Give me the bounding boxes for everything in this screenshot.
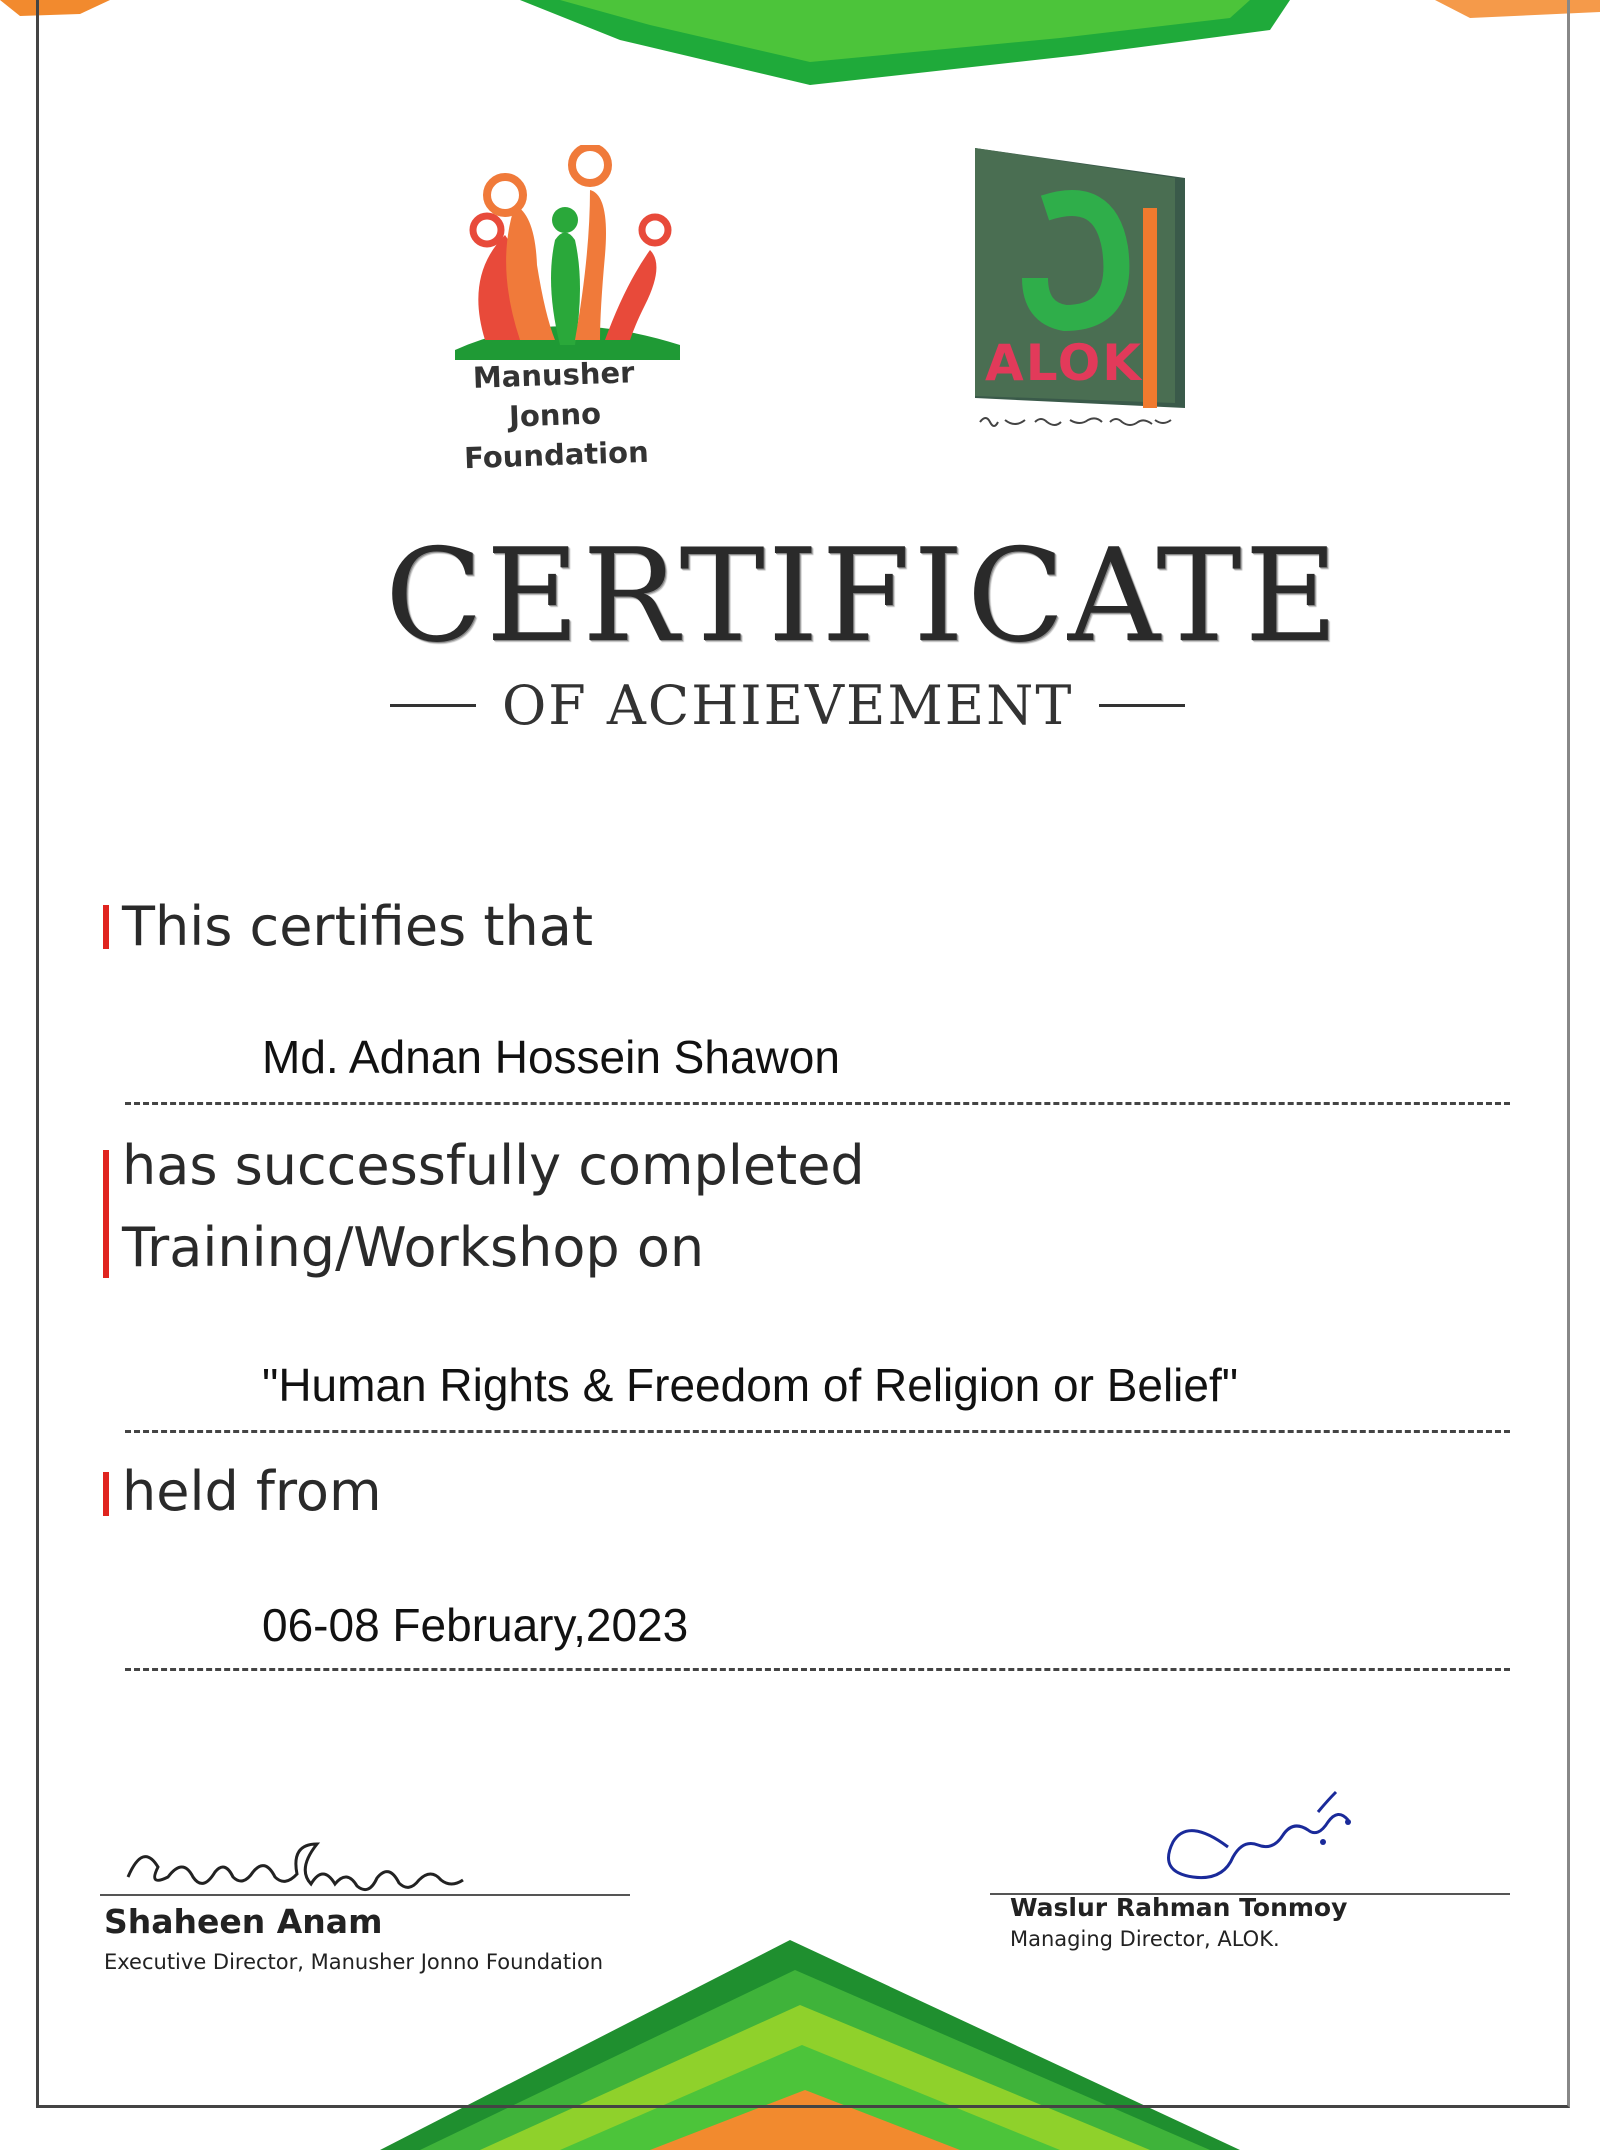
- recipient-name: Md. Adnan Hossein Shawon: [262, 1031, 840, 1083]
- right-signatory-name: Waslur Rahman Tonmoy: [1010, 1893, 1348, 1922]
- left-signatory-role: Executive Director, Manusher Jonno Foundation: [104, 1950, 604, 1974]
- red-accent-bar: [103, 1472, 109, 1516]
- course-title: "Human Rights & Freedom of Religion or Belief": [262, 1359, 1239, 1411]
- mjf-name-line1: Manusher Jonno: [472, 355, 635, 434]
- mjf-logo-icon: [425, 145, 685, 360]
- completed-text-line2: Training/Workshop on: [122, 1216, 705, 1279]
- right-signature-image: [1148, 1782, 1363, 1892]
- certifies-text: This certifies that: [122, 895, 593, 958]
- dates-underline: [125, 1668, 1510, 1671]
- left-signatory-name: Shaheen Anam: [104, 1902, 383, 1941]
- red-accent-bar: [103, 1150, 109, 1278]
- left-signature-line: [100, 1894, 630, 1896]
- red-accent-bar: [103, 905, 109, 949]
- certificate-subtitle: OF ACHIEVEMENT: [502, 674, 1074, 737]
- alok-word: ALOK: [985, 334, 1144, 392]
- event-dates: 06-08 February,2023: [262, 1599, 689, 1651]
- certificate-subtitle-row: [390, 674, 1185, 737]
- alok-tagline-image: [975, 410, 1185, 432]
- course-underline: [125, 1430, 1510, 1433]
- held-from-text: held from: [122, 1460, 382, 1523]
- right-signatory-role: Managing Director, ALOK.: [1010, 1927, 1280, 1951]
- alok-logo: [975, 148, 1185, 418]
- subtitle-left-rule: [390, 704, 476, 707]
- left-signature-image: [118, 1825, 538, 1895]
- subtitle-right-rule: [1099, 704, 1185, 707]
- mjf-name-line2: Foundation: [463, 434, 650, 476]
- mjf-logo-text: [423, 350, 687, 479]
- certificate-title: CERTIFICATE: [385, 522, 1341, 671]
- completed-text-line1: has successfully completed: [122, 1134, 865, 1197]
- recipient-underline: [125, 1102, 1510, 1105]
